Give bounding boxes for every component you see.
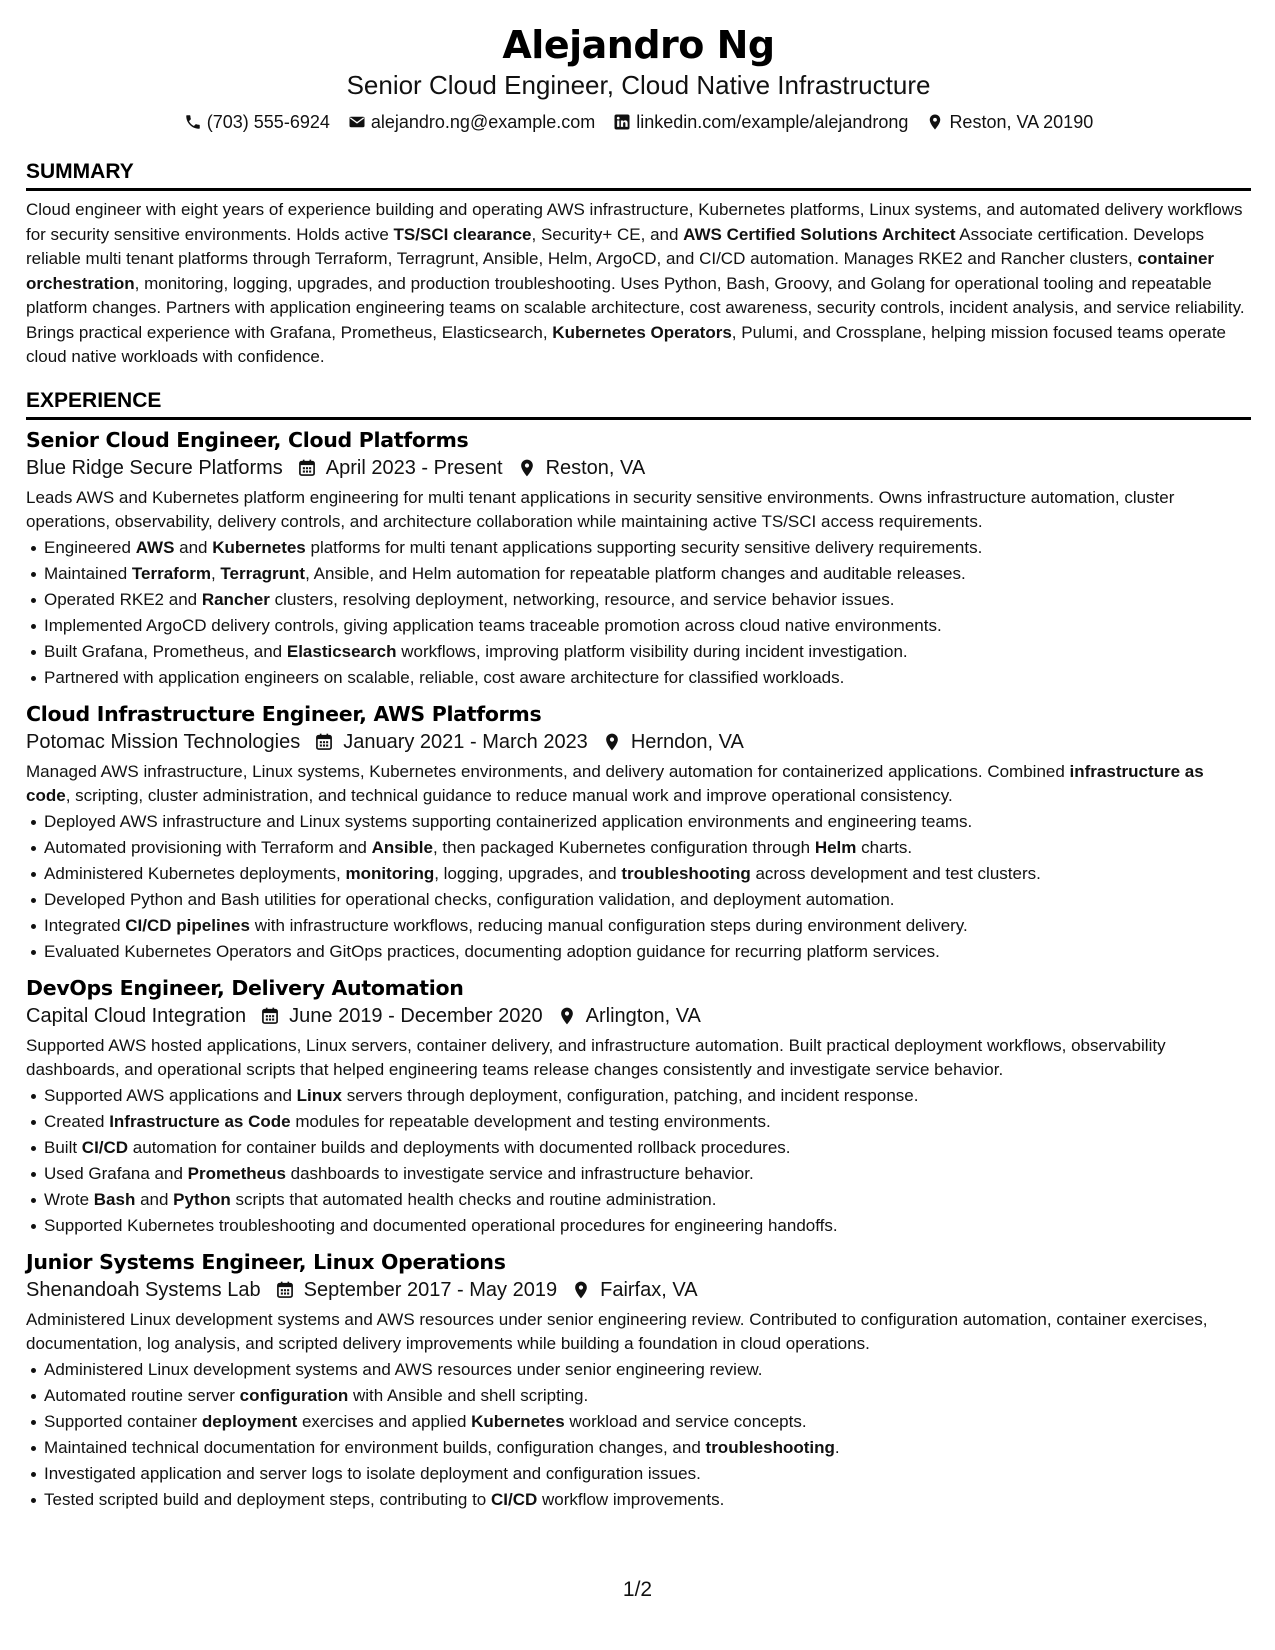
- text-run: Managed AWS infrastructure, Linux systems, Kubernetes environments, and delivery automation for containerized applications. Combined: [26, 761, 1070, 781]
- text-run: Maintained technical documentation for environment builds, configuration changes, and: [44, 1437, 706, 1457]
- job-bullet: [26, 1109, 1251, 1135]
- calendar-icon: [275, 1280, 295, 1300]
- emphasis-text: monitoring: [345, 863, 435, 883]
- job-dates: April 2023 - Present: [325, 456, 503, 479]
- resume-page: [26, 20, 1251, 1513]
- map-pin-icon: [557, 1006, 577, 1026]
- text-run: Supported Kubernetes troubleshooting and documented operational procedures for engineering handoffs.: [44, 1215, 838, 1235]
- text-run: charts.: [856, 837, 913, 857]
- text-run: platforms for multi tenant applications supporting security sensitive delivery requirements.: [305, 537, 983, 557]
- section-title-experience: EXPERIENCE: [26, 388, 1251, 420]
- job-dates: June 2019 - December 2020: [289, 1004, 543, 1027]
- job-location: Herndon, VA: [630, 730, 744, 753]
- emphasis-text: container orchestration: [26, 249, 1215, 293]
- candidate-name: Alejandro Ng: [502, 23, 775, 67]
- job-dates-group: [297, 453, 503, 483]
- emphasis-text: Kubernetes Operators: [552, 322, 732, 342]
- summary-text: [26, 198, 1251, 370]
- text-run: workflow improvements.: [537, 1489, 725, 1509]
- emphasis-text: Python: [173, 1189, 231, 1209]
- page-number: 1/2: [622, 1578, 653, 1601]
- text-run: and: [135, 1189, 174, 1209]
- text-run: across development and test clusters.: [750, 863, 1041, 883]
- text-run: automation for container builds and deployments with documented rollback procedures.: [128, 1137, 791, 1157]
- job-bullet: [26, 561, 1251, 587]
- text-run: Implemented ArgoCD delivery controls, giving application teams traceable promotion across cloud native environments.: [44, 615, 942, 635]
- job-location: Arlington, VA: [585, 1004, 701, 1027]
- emphasis-text: Linux: [296, 1085, 342, 1105]
- job-bullet: [26, 913, 1251, 939]
- text-run: modules for repeatable development and testing environments.: [290, 1111, 771, 1131]
- text-run: , Pulumi, and Crossplane, helping mission focused teams operate cloud native workloads with confidence.: [26, 322, 1227, 366]
- job-bullet: [26, 1435, 1251, 1461]
- text-run: Deployed AWS infrastructure and Linux systems supporting containerized application environments and engineering teams.: [44, 811, 973, 831]
- emphasis-text: CI/CD pipelines: [125, 915, 250, 935]
- text-run: Automated routine server: [44, 1385, 240, 1405]
- emphasis-text: Terraform: [131, 563, 211, 583]
- text-run: Leads AWS and Kubernetes platform engineering for multi tenant applications in security sensitive environments. Owns infrastructure automation, cluster operations, observability, delivery controls, and architecture collaboration while maintaining active TS/SCI access requirements.: [26, 487, 1175, 531]
- contact-location: [926, 109, 1093, 135]
- text-run: workflows, improving platform visibility during incident investigation.: [396, 641, 908, 661]
- contact-email: [348, 109, 595, 135]
- map-pin-icon: [602, 732, 622, 752]
- calendar-icon: [260, 1006, 280, 1026]
- job-location-group: [571, 1275, 697, 1305]
- job-title: Senior Cloud Engineer, Cloud Platforms: [26, 427, 469, 452]
- emphasis-text: Kubernetes: [471, 1411, 565, 1431]
- text-run: , Ansible, and Helm automation for repeatable platform changes and auditable releases.: [305, 563, 966, 583]
- text-run: Evaluated Kubernetes Operators and GitOps practices, documenting adoption guidance for recurring platform services.: [44, 941, 940, 961]
- text-run: Maintained: [44, 563, 132, 583]
- emphasis-text: troubleshooting: [705, 1437, 835, 1457]
- job-company: Potomac Mission Technologies: [26, 730, 301, 753]
- job-dates: January 2021 - March 2023: [343, 730, 588, 753]
- job-bullet: [26, 861, 1251, 887]
- job-bullets: [26, 1357, 1251, 1513]
- job-bullet: [26, 809, 1251, 835]
- emphasis-text: TS/SCI clearance: [393, 224, 532, 244]
- map-pin-icon: [571, 1280, 591, 1300]
- text-run: Administered Linux development systems and AWS resources under senior engineering review. Contributed to configuration automation, container exercises, documentation, log analysis, and scripted delivery improvements while building a foundation in cloud operations.: [26, 1309, 1208, 1353]
- job-entry: [26, 975, 1251, 1239]
- job-dates-group: [314, 727, 588, 757]
- contact-line: [26, 109, 1251, 135]
- text-run: Supported container: [44, 1411, 202, 1431]
- job-dates-group: [260, 1001, 543, 1031]
- text-run: , then packaged Kubernetes configuration through: [432, 837, 815, 857]
- text-run: scripts that automated health checks and routine administration.: [230, 1189, 717, 1209]
- emphasis-text: Helm: [814, 837, 857, 857]
- text-run: Associate certification. Develops reliable multi tenant platforms through Terraform, Terragrunt, Ansible, Helm, ArgoCD, and CI/CD automation. Manages RKE2 and Rancher clusters,: [26, 224, 1205, 268]
- text-run: Automated provisioning with Terraform and: [44, 837, 372, 857]
- job-bullet: [26, 1161, 1251, 1187]
- emphasis-text: Terragrunt: [220, 563, 306, 583]
- resume-header: [26, 20, 1251, 135]
- job-summary: [26, 1034, 1251, 1083]
- job-entry: [26, 701, 1251, 965]
- text-run: exercises and applied: [297, 1411, 472, 1431]
- job-bullet: [26, 1083, 1251, 1109]
- calendar-icon: [297, 458, 317, 478]
- job-bullet: [26, 1487, 1251, 1513]
- emphasis-text: Ansible: [371, 837, 433, 857]
- job-company: Blue Ridge Secure Platforms: [26, 456, 283, 479]
- text-run: ,: [210, 563, 221, 583]
- job-bullet: [26, 1461, 1251, 1487]
- emphasis-text: deployment: [201, 1411, 298, 1431]
- text-run: Developed Python and Bash utilities for operational checks, configuration validation, and deployment automation.: [44, 889, 895, 909]
- emphasis-text: Infrastructure as Code: [109, 1111, 291, 1131]
- emphasis-text: AWS Certified Solutions Architect: [683, 224, 956, 244]
- text-run: Used Grafana and: [44, 1163, 188, 1183]
- text-run: , monitoring, logging, upgrades, and production troubleshooting. Uses Python, Bash, Groovy, and Golang for operational tooling and repeatable platform changes. Partners with application engineering teams on scalable architecture, cost awareness, security controls, incident analysis, and service reliability. Brings practical experience with Grafana, Prometheus, Elasticsearch,: [26, 273, 1245, 342]
- job-bullet: [26, 887, 1251, 913]
- emphasis-text: configuration: [239, 1385, 349, 1405]
- text-run: Integrated: [44, 915, 126, 935]
- job-bullets: [26, 535, 1251, 691]
- text-run: Built: [44, 1137, 82, 1157]
- text-run: .: [834, 1437, 840, 1457]
- job-location-group: [602, 727, 744, 757]
- linkedin-url: linkedin.com/example/alejandrong: [636, 112, 909, 132]
- job-bullet: [26, 665, 1251, 691]
- job-bullet: [26, 535, 1251, 561]
- text-run: Investigated application and server logs to isolate deployment and configuration issues.: [44, 1463, 701, 1483]
- email-address: alejandro.ng@example.com: [370, 112, 596, 132]
- job-bullet: [26, 1135, 1251, 1161]
- job-summary: [26, 760, 1251, 809]
- linkedin-icon: [613, 113, 631, 131]
- job-bullet: [26, 639, 1251, 665]
- emphasis-text: infrastructure as code: [26, 761, 1204, 805]
- job-dates: September 2017 - May 2019: [303, 1278, 558, 1301]
- job-bullet: [26, 939, 1251, 965]
- job-bullet: [26, 1383, 1251, 1409]
- job-company: Capital Cloud Integration: [26, 1004, 247, 1027]
- job-title: Junior Systems Engineer, Linux Operations: [26, 1249, 506, 1274]
- job-title: DevOps Engineer, Delivery Automation: [26, 975, 464, 1000]
- job-meta: [26, 1275, 1251, 1305]
- text-run: , Security+ CE, and: [531, 224, 684, 244]
- job-bullet: [26, 1213, 1251, 1239]
- job-bullets: [26, 1083, 1251, 1239]
- text-run: Administered Kubernetes deployments,: [44, 863, 346, 883]
- text-run: Partnered with application engineers on scalable, reliable, cost aware architecture for classified workloads.: [44, 667, 845, 687]
- emphasis-text: troubleshooting: [621, 863, 751, 883]
- text-run: clusters, resolving deployment, networking, resource, and service behavior issues.: [269, 589, 895, 609]
- job-bullet: [26, 613, 1251, 639]
- experience-section: [26, 388, 1251, 1513]
- emphasis-text: Prometheus: [187, 1163, 286, 1183]
- job-title: Cloud Infrastructure Engineer, AWS Platforms: [26, 701, 542, 726]
- job-location-group: [557, 1001, 701, 1031]
- candidate-headline: Senior Cloud Engineer, Cloud Native Infrastructure: [346, 70, 931, 100]
- location-text: Reston, VA 20190: [949, 112, 1094, 132]
- text-run: , logging, upgrades, and: [434, 863, 622, 883]
- job-bullet: [26, 587, 1251, 613]
- job-bullet: [26, 835, 1251, 861]
- emphasis-text: Kubernetes: [212, 537, 306, 557]
- contact-phone: [184, 109, 330, 135]
- text-run: Created: [44, 1111, 110, 1131]
- emphasis-text: Rancher: [201, 589, 270, 609]
- job-meta: [26, 727, 1251, 757]
- emphasis-text: Elasticsearch: [286, 641, 397, 661]
- summary-section: [26, 159, 1251, 370]
- text-run: Operated RKE2 and: [44, 589, 202, 609]
- job-location: Reston, VA: [545, 456, 646, 479]
- text-run: Tested scripted build and deployment steps, contributing to: [44, 1489, 491, 1509]
- text-run: Engineered: [44, 537, 136, 557]
- job-summary: [26, 1308, 1251, 1357]
- text-run: Cloud engineer with eight years of experience building and operating AWS infrastructure, Kubernetes platforms, Linux systems, and automated delivery workflows for security sensitive environments. Holds active: [26, 200, 1243, 244]
- job-meta: [26, 1001, 1251, 1031]
- calendar-icon: [314, 732, 334, 752]
- job-location: Fairfax, VA: [600, 1278, 698, 1301]
- text-run: and: [174, 537, 213, 557]
- text-run: Administered Linux development systems and AWS resources under senior engineering review.: [44, 1359, 763, 1379]
- text-run: workload and service concepts.: [564, 1411, 807, 1431]
- emphasis-text: CI/CD: [491, 1489, 538, 1509]
- job-dates-group: [275, 1275, 558, 1305]
- job-bullets: [26, 809, 1251, 965]
- job-meta: [26, 453, 1251, 483]
- job-bullet: [26, 1409, 1251, 1435]
- job-entry: [26, 427, 1251, 691]
- job-summary: [26, 486, 1251, 535]
- emphasis-text: Bash: [93, 1189, 136, 1209]
- text-run: , scripting, cluster administration, and technical guidance to reduce manual work and improve operational consistency.: [65, 786, 953, 805]
- map-pin-icon: [926, 113, 944, 131]
- job-bullet: [26, 1357, 1251, 1383]
- text-run: with infrastructure workflows, reducing manual configuration steps during environment delivery.: [249, 915, 968, 935]
- text-run: with Ansible and shell scripting.: [348, 1385, 589, 1405]
- envelope-icon: [348, 113, 366, 131]
- map-pin-icon: [517, 458, 537, 478]
- text-run: Supported AWS applications and: [44, 1085, 297, 1105]
- job-entry: [26, 1249, 1251, 1513]
- emphasis-text: AWS: [135, 537, 175, 557]
- emphasis-text: CI/CD: [81, 1137, 129, 1157]
- section-title-summary: SUMMARY: [26, 159, 1251, 191]
- text-run: dashboards to investigate service and infrastructure behavior.: [285, 1163, 754, 1183]
- text-run: servers through deployment, configuration, patching, and incident response.: [342, 1085, 919, 1105]
- text-run: Supported AWS hosted applications, Linux servers, container delivery, and infrastructure automation. Built practical deployment workflows, observability dashboards, and operational scripts that helped engineering teams release changes consistently and investigate service behavior.: [26, 1035, 1166, 1079]
- job-company: Shenandoah Systems Lab: [26, 1278, 261, 1301]
- job-location-group: [517, 453, 646, 483]
- phone-number: (703) 555-6924: [206, 112, 330, 132]
- job-list: [26, 427, 1251, 1513]
- text-run: Wrote: [44, 1189, 94, 1209]
- contact-linkedin: [613, 109, 908, 135]
- text-run: Built Grafana, Prometheus, and: [44, 641, 287, 661]
- job-bullet: [26, 1187, 1251, 1213]
- phone-icon: [184, 113, 202, 131]
